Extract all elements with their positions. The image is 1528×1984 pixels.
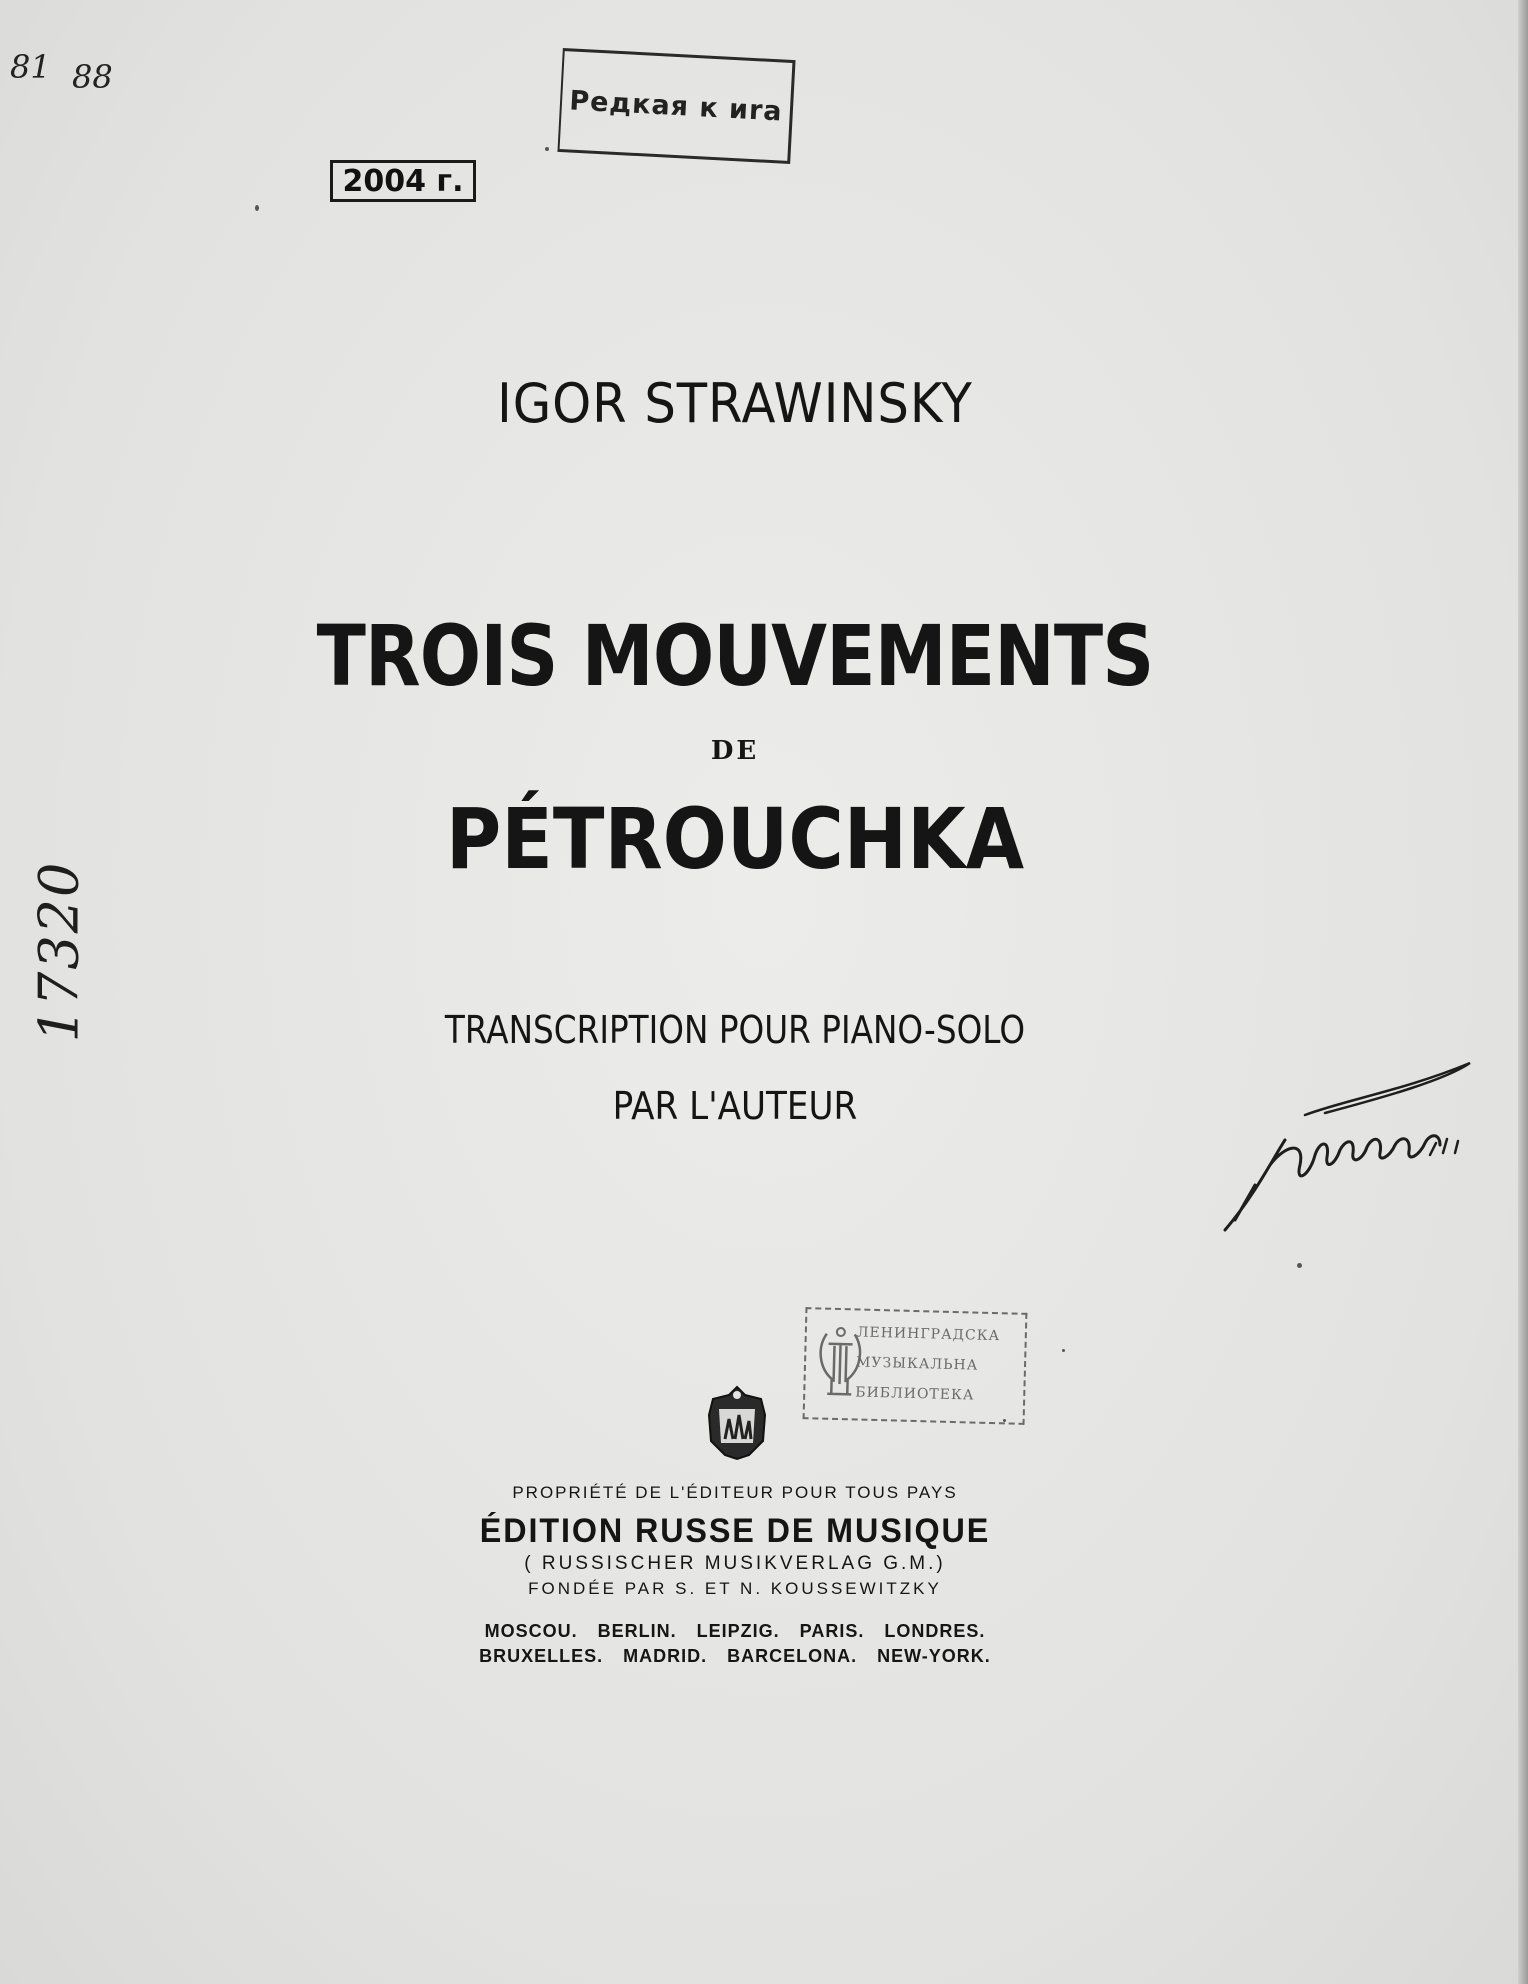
paper-speck <box>1297 1263 1302 1268</box>
year-stamp <box>330 160 476 202</box>
transcription-note: TRANSCRIPTION POUR PIANO-SOLO <box>444 1008 1026 1052</box>
library-stamp-line-2: МУЗЫКАЛЬНА <box>855 1354 979 1374</box>
handwritten-signature <box>1215 1045 1485 1245</box>
publisher-name: ÉDITION RUSSE DE MUSIQUE <box>479 1512 991 1550</box>
library-stamp-line-1: ЛЕНИНГРАДСКА <box>856 1324 1001 1345</box>
handwritten-shelf-mark-left: 81 <box>10 48 51 86</box>
publisher-cities-line-1: MOSCOU. BERLIN. LEIPZIG. PARIS. LONDRES. <box>484 1621 986 1641</box>
author-note: PAR L'AUTEUR <box>612 1084 858 1128</box>
publisher-emblem-icon <box>705 1385 769 1461</box>
handwritten-inventory-number: 17320 <box>27 860 91 1043</box>
library-stamp <box>803 1307 1028 1425</box>
composer-name: IGOR STRAWINSKY <box>497 372 973 435</box>
year-stamp-text: 2004 г. <box>342 163 464 199</box>
work-name: PÉTROUCHKA <box>445 790 1025 888</box>
paper-speck <box>1003 1419 1006 1422</box>
page-edge-shadow <box>1518 0 1528 1984</box>
publisher-german-name: ( RUSSISCHER MUSIKVERLAG G.M.) <box>524 1553 946 1574</box>
publisher-founders: FONDÉE PAR S. ET N. KOUSSEWITZKY <box>528 1579 942 1598</box>
title-connector: DE <box>710 736 760 766</box>
publisher-rights: PROPRIÉTÉ DE L'ÉDITEUR POUR TOUS PAYS <box>512 1483 958 1502</box>
rare-book-stamp <box>557 48 795 164</box>
paper-speck <box>545 147 549 151</box>
paper-speck <box>255 205 259 211</box>
handwritten-shelf-mark-right: 88 <box>72 58 113 96</box>
library-stamp-line-3: БИБЛИОТЕКА <box>855 1384 975 1404</box>
publisher-cities-line-2: BRUXELLES. MADRID. BARCELONA. NEW-YORK. <box>479 1646 991 1666</box>
rare-book-stamp-text: Редкая к иrа <box>568 84 784 128</box>
paper-speck <box>1062 1349 1065 1352</box>
work-title: TROIS MOUVEMENTS <box>316 607 1154 705</box>
